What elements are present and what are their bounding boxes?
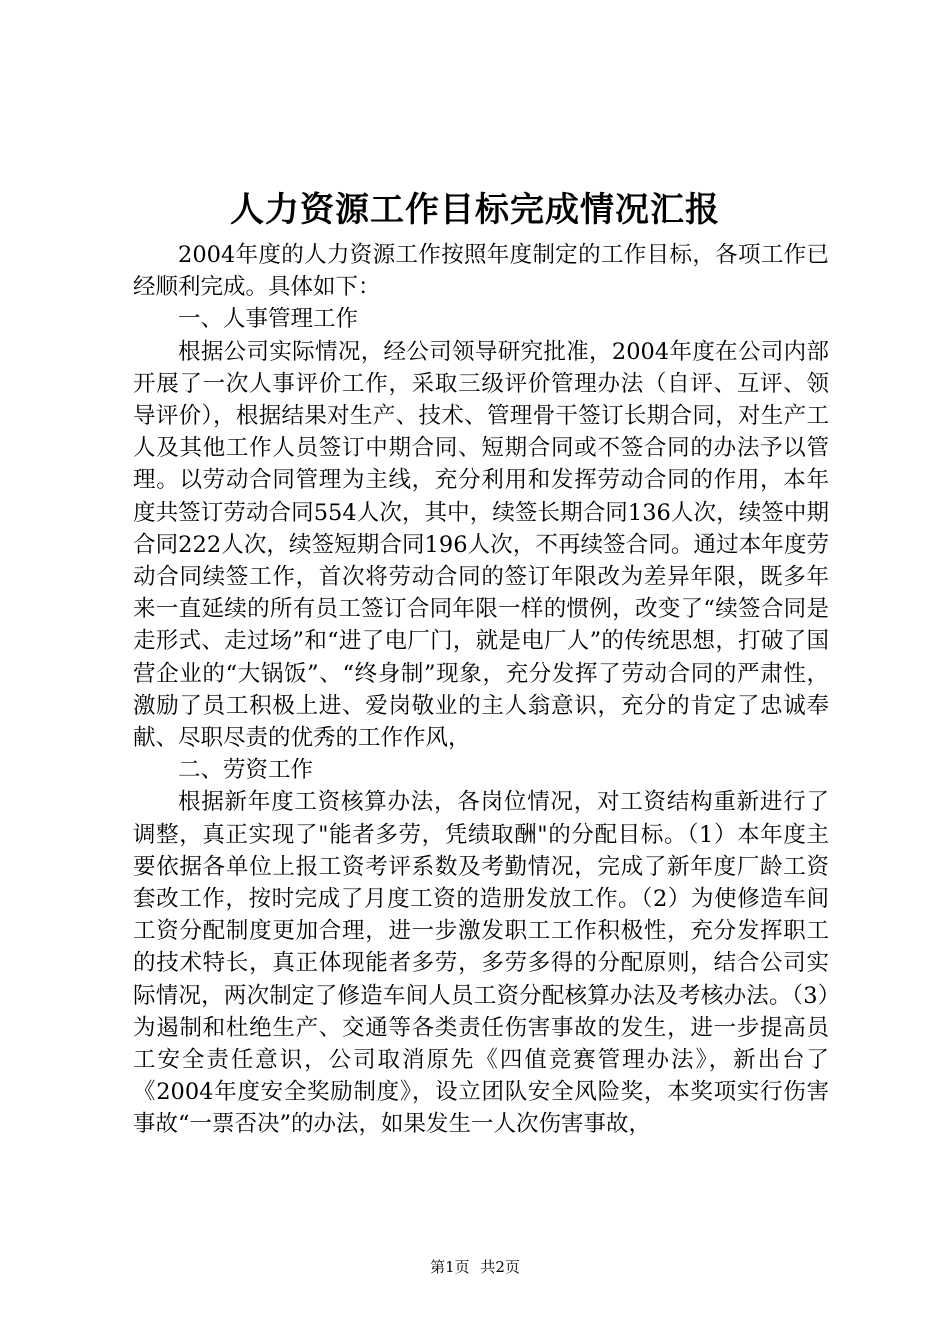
page-number: 第1页: [430, 1258, 470, 1276]
intro-paragraph: 2004年度的人力资源工作按照年度制定的工作目标，各项工作已经顺利完成。具体如下：: [133, 242, 829, 301]
section-heading-personnel: 一、人事管理工作: [178, 306, 359, 333]
payroll-paragraph: 根据新年度工资核算办法，各岗位情况，对工资结构重新进行了调整，真正实现了"能者多劳，凭绩取酬"的分配目标。（1）本年度主要依据各单位上报工资考评系数及考勤情况，完成了新年度厂龄工资套改工作，按时完成了月度工资的造册发放工作。（2）为使修造车间工资分配制度更加合理，进一步激发职工工作积极性，充分发挥职工的技术特长，真正体现能者多劳，多劳多得的分配原则，结合公司实际情况，两次制定了修造车间人员工资分配核算办法及考核办法。（3）为遏制和杜绝生产、交通等各类责任伤害事故的发生，进一步提高员工安全责任意识，公司取消原先《四值竞赛管理办法》，新出台了《2004年度安全奖励制度》，设立团队安全风险奖，本奖项实行伤害事故“一票否决”的办法，如果发生一人次伤害事故，: [133, 789, 829, 1138]
page-footer: [0, 1256, 950, 1278]
personnel-paragraph: 根据公司实际情况，经公司领导研究批准，2004年度在公司内部开展了一次人事评价工作，采取三级评价管理办法（自评、互评、领导评价），根据结果对生产、技术、管理骨干签订长期合同，对生产工人及其他工作人员签订中期合同、短期合同或不签合同的办法予以管理。以劳动合同管理为主线，充分利用和发挥劳动合同的作用，本年度共签订劳动合同554人次，其中，续签长期合同136人次，续签中期合同222人次，续签短期合同196人次，不再续签合同。通过本年度劳动合同续签工作，首次将劳动合同的签订年限改为差异年限，既多年来一直延续的所有员工签订合同年限一样的惯例，改变了“续签合同是走形式、走过场”和“进了电厂门，就是电厂人”的传统思想，打破了国营企业的“大锅饭”、“终身制”现象，充分发挥了劳动合同的严肃性，激励了员工积极上进、爱岗敬业的主人翁意识，充分的肯定了忠诚奉献、尽职尽责的优秀的工作作风，: [133, 338, 829, 752]
section-heading-payroll: 二、劳资工作: [178, 757, 314, 784]
page-total: 共2页: [480, 1258, 520, 1276]
document-body: [133, 239, 829, 1141]
document-title: 人力资源工作目标完成情况汇报: [230, 190, 720, 230]
